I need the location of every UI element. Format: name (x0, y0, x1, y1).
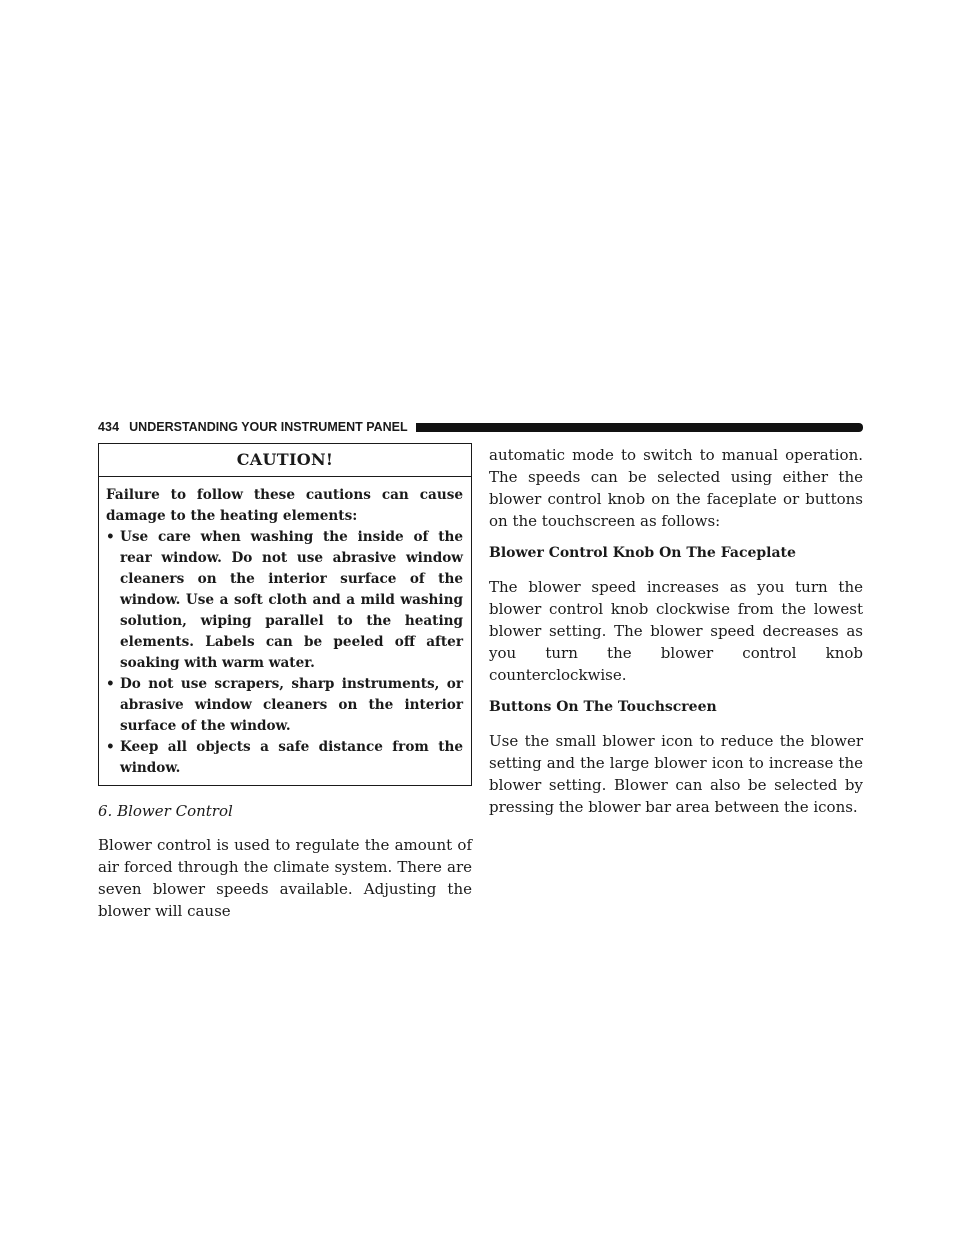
blower-control-paragraph: Blower control is used to regulate the amount of air forced through the climate system. There are seven blower speeds available. Adjusting the blower will cause (98, 836, 472, 920)
caution-item-text: Use care when washing the inside of the rear window. Do not use abrasive window cleaners on the interior surface of the window. Use a soft cloth and a mild washing solution, wiping parallel to the heating elements. Labels can be peeled off after soaking with warm water. (120, 529, 463, 671)
caution-item (106, 674, 463, 737)
caution-title: CAUTION! (99, 444, 471, 477)
right-column (489, 444, 863, 818)
bullet-icon: • (106, 529, 115, 545)
section-title: UNDERSTANDING YOUR INSTRUMENT PANEL (129, 420, 408, 434)
caution-intro: Failure to follow these cautions can cause damage to the heating elements: (106, 487, 463, 524)
page-number: 434 (98, 420, 120, 434)
blower-control-paragraph-continued: automatic mode to switch to manual operation. The speeds can be selected using either the blower control knob on the faceplate or buttons on the touchscreen as follows: (489, 446, 863, 530)
bullet-icon: • (106, 739, 115, 755)
knob-heading: Blower Control Knob On The Faceplate (489, 545, 796, 561)
touchscreen-heading: Buttons On The Touchscreen (489, 699, 717, 715)
caution-item-text: Do not use scrapers, sharp instruments, or abrasive window cleaners on the interior surface of the window. (120, 676, 463, 734)
bullet-icon: • (106, 676, 115, 692)
header-rule (416, 423, 863, 432)
left-column (98, 443, 472, 922)
caution-body (99, 477, 471, 779)
caution-item (106, 527, 463, 674)
caution-box (98, 443, 472, 786)
caution-list (106, 527, 463, 779)
caution-item-text: Keep all objects a safe distance from the window. (120, 739, 463, 776)
blower-control-heading: 6. Blower Control (98, 802, 233, 820)
knob-paragraph: The blower speed increases as you turn the blower control knob clockwise from the lowest blower setting. The blower speed decreases as you turn the blower control knob counterclockwise. (489, 578, 863, 684)
caution-item (106, 737, 463, 779)
touchscreen-paragraph: Use the small blower icon to reduce the blower setting and the large blower icon to increase the blower setting. Blower can also be selected by pressing the blower bar area between the icons. (489, 732, 863, 816)
page-header (98, 418, 863, 436)
